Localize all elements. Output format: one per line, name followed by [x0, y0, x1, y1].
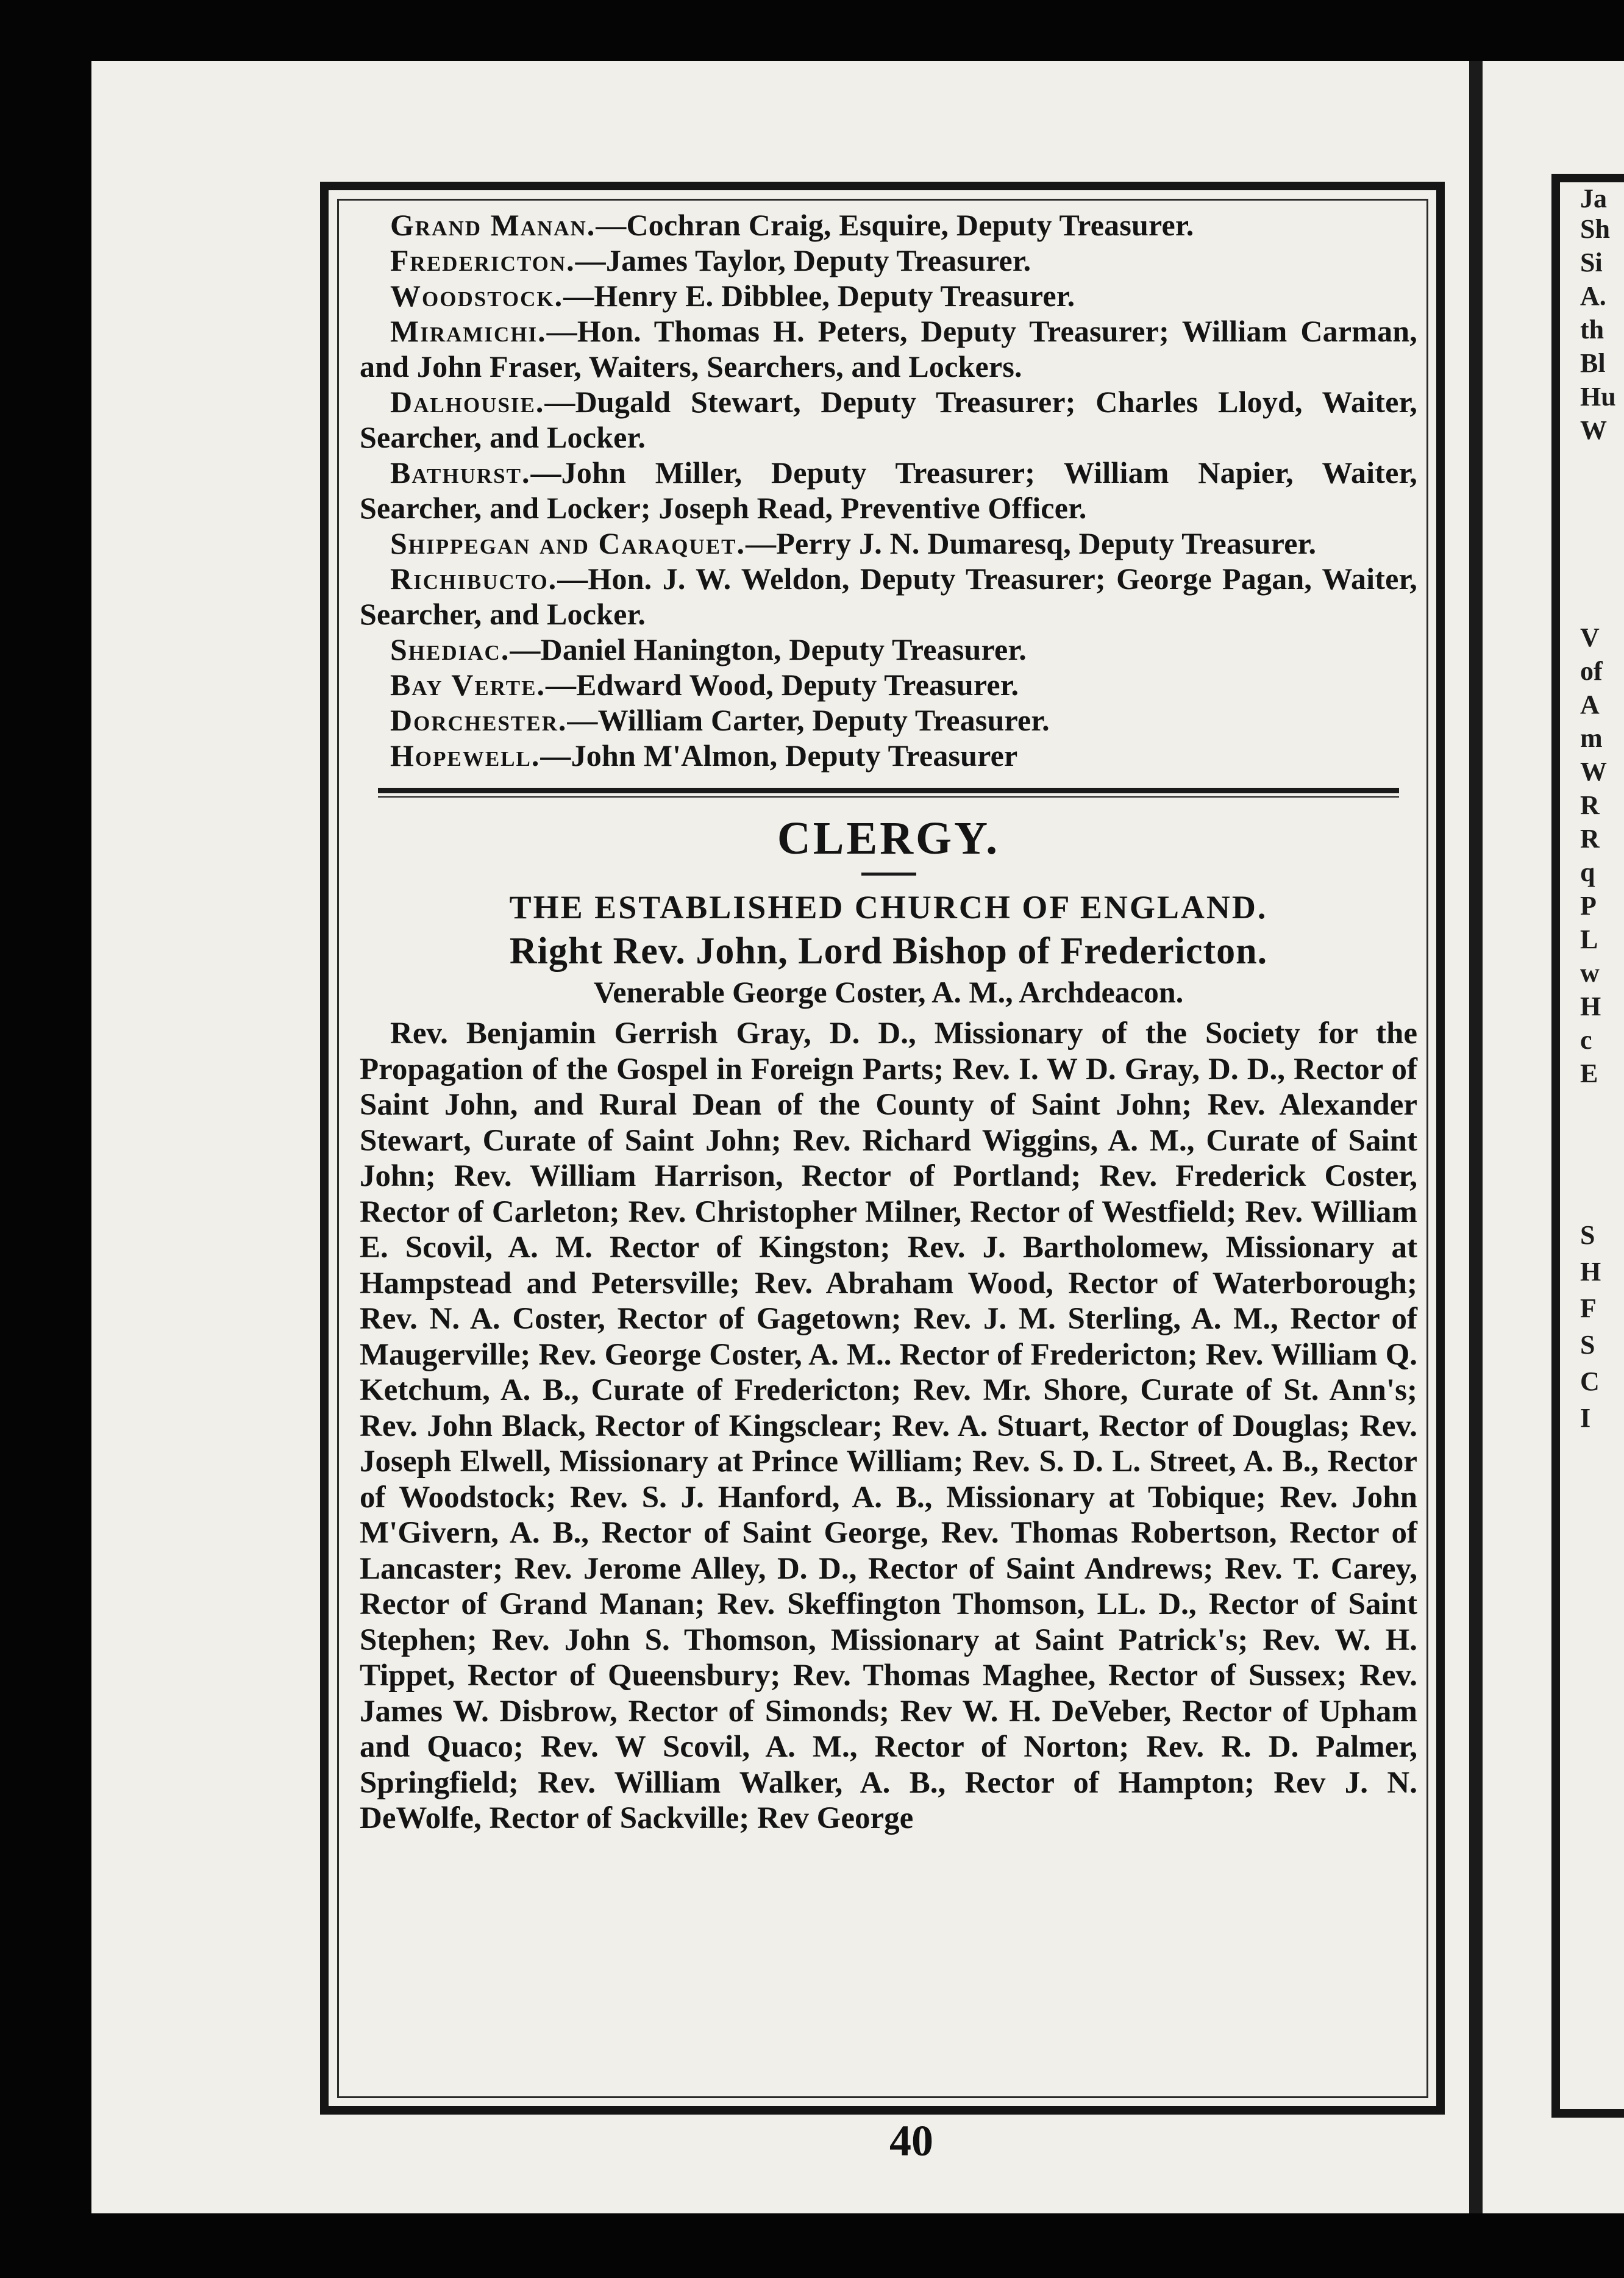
facing-page-fragment: C	[1580, 1366, 1600, 1396]
facing-page-fragment: q	[1580, 857, 1595, 887]
facing-page-fragment: Sh	[1580, 214, 1610, 244]
officer-entry	[360, 526, 1417, 561]
facing-page-fragment: Bl	[1580, 348, 1606, 378]
officer-text: —Hon. J. W. Weldon, Deputy Treasurer; George Pagan, Waiter, Searcher, and Locker.	[360, 562, 1417, 631]
officer-place: Shippegan and Caraquet.	[390, 526, 746, 560]
facing-page-fragment: Si	[1580, 248, 1603, 277]
facing-page-fragment: of	[1580, 656, 1603, 686]
officer-place: Dalhousie.	[390, 385, 545, 419]
bishop-line: Right Rev. John, Lord Bishop of Fredericton.	[509, 930, 1268, 972]
officer-entry	[360, 632, 1417, 667]
officer-entry	[360, 561, 1417, 632]
facing-page-fragment: S	[1580, 1220, 1595, 1250]
officer-entry	[360, 455, 1417, 526]
officer-place: Miramichi.	[390, 314, 547, 348]
officer-place: Fredericton.	[390, 243, 575, 277]
officer-text: —Edward Wood, Deputy Treasurer.	[545, 668, 1019, 702]
facing-page-fragment: I	[1580, 1403, 1591, 1433]
church-heading: THE ESTABLISHED CHURCH OF ENGLAND.	[509, 889, 1268, 926]
officer-entry	[360, 278, 1417, 313]
officer-text: —John M'Almon, Deputy Treasurer	[540, 738, 1018, 773]
customs-officers-list	[360, 207, 1417, 773]
officer-entry	[360, 738, 1417, 773]
officer-entry	[360, 313, 1417, 384]
officer-text: —Dugald Stewart, Deputy Treasurer; Charles Lloyd, Waiter, Searcher, and Locker.	[360, 385, 1417, 454]
officer-text: —Daniel Hanington, Deputy Treasurer.	[510, 632, 1027, 666]
facing-page-fragment: th	[1580, 315, 1604, 345]
officer-text: —Cochran Craig, Esquire, Deputy Treasurer.	[596, 208, 1194, 242]
facing-page-fragment: V	[1580, 623, 1600, 652]
officer-text: —William Carter, Deputy Treasurer.	[567, 703, 1050, 737]
facing-page-fragment: H	[1580, 1257, 1601, 1287]
facing-page-fragment: E	[1580, 1059, 1598, 1088]
officer-text: —James Taylor, Deputy Treasurer.	[575, 243, 1031, 277]
officer-place: Richibucto.	[390, 562, 558, 596]
facing-page-fragment: R	[1580, 824, 1600, 854]
facing-page-frame	[1551, 174, 1624, 2118]
facing-page-fragment: L	[1580, 924, 1598, 954]
facing-page-fragment: Ja	[1580, 184, 1607, 213]
officer-text: —Henry E. Dibblee, Deputy Treasurer.	[563, 279, 1075, 313]
facing-page-fragment: w	[1580, 958, 1600, 988]
facing-page-fragment: S	[1580, 1330, 1595, 1360]
facing-page-fragment: H	[1580, 991, 1601, 1021]
officer-text: —Perry J. N. Dumaresq, Deputy Treasurer.	[746, 526, 1317, 560]
facing-page-fragment: A	[1580, 690, 1600, 719]
page-content	[360, 207, 1417, 1837]
officer-entry	[360, 243, 1417, 278]
facing-page-fragment: c	[1580, 1025, 1592, 1055]
facing-page-fragment: W	[1580, 757, 1607, 787]
officer-text: —John Miller, Deputy Treasurer; William Napier, Waiter, Searcher, and Locker; Joseph Read, Preventive Officer.	[360, 455, 1417, 525]
officer-place: Hopewell.	[390, 738, 541, 773]
officer-place: Bathurst.	[390, 455, 531, 490]
facing-page-fragment: m	[1580, 723, 1603, 753]
section-divider	[378, 788, 1399, 793]
officer-entry	[360, 207, 1417, 243]
officer-entry	[360, 384, 1417, 455]
officer-place: Bay Verte.	[390, 668, 546, 702]
officer-entry	[360, 702, 1417, 738]
facing-page-fragment: A.	[1580, 281, 1606, 311]
heading-rule	[861, 873, 916, 876]
officer-place: Grand Manan.	[390, 208, 596, 242]
officer-entry	[360, 667, 1417, 702]
facing-page-fragment: R	[1580, 790, 1600, 820]
facing-page-fragment: W	[1580, 415, 1607, 445]
clergy-heading: CLERGY.	[777, 813, 1000, 864]
officer-text: —Hon. Thomas H. Peters, Deputy Treasurer; William Carman, and John Fraser, Waiters, Searchers, and Lockers.	[360, 314, 1417, 384]
officer-place: Woodstock.	[390, 279, 564, 313]
page-number: 40	[889, 2116, 933, 2165]
officer-place: Shediac.	[390, 632, 510, 666]
archdeacon-line: Venerable George Coster, A. M., Archdeacon.	[593, 975, 1184, 1009]
facing-page-fragment: F	[1580, 1293, 1597, 1323]
facing-page-fragment: P	[1580, 891, 1597, 921]
clergy-list-paragraph: Rev. Benjamin Gerrish Gray, D. D., Missionary of the Society for the Propagation of the Gospel in Foreign Parts; Rev. I. W D. Gray, D. D., Rector of Saint John, and Rural Dean of the County of Saint John; Rev. Alexander Stewart, Curate of Saint John; Rev. Richard Wiggins, A. M., Curate of Saint John; Rev. William Harrison, Rector of Portland; Rev. Frederick Coster, Rector of Carleton; Rev. Christopher Milner, Rector of Westfield; Rev. William E. Scovil, A. M. Rector of Kingston; Rev. J. Bartholomew, Missionary at Hampstead and Petersville; Rev. Abraham Wood, Rector of Waterborough; Rev. N. A. Coster, Rector of Gagetown; Rev. J. M. Sterling, A. M., Rector of Maugerville; Rev. George Coster, A. M.. Rector of Fredericton; Rev. William Q. Ketchum, A. B., Curate of Fredericton; Rev. Mr. Shore, Curate of St. Ann's; Rev. John Black, Rector of Kingsclear; Rev. A. Stuart, Rector of Douglas; Rev. Joseph Elwell, Missionary at Prince William; Rev. S. D. L. Street, A. B., Rector of Woodstock; Rev. S. J. Hanford, A. B., Missionary at Tobique; Rev. John M'Givern, A. B., Rector of Saint George, Rev. Thomas Robertson, Rector of Lancaster; Rev. Jerome Alley, D. D., Rector of Saint Andrews; Rev. T. Carey, Rector of Grand Manan; Rev. Skeffington Thomson, LL. D., Rector of Saint Stephen; Rev. John S. Thomson, Missionary at Saint Patrick's; Rev. W. H. Tippet, Rector of Queensbury; Rev. Thomas Maghee, Rector of Sussex; Rev. James W. Disbrow, Rector of Simonds; Rev W. H. DeVeber, Rector of Upham and Quaco; Rev. W Scovil, A. M., Rector of Norton; Rev. R. D. Palmer, Springfield; Rev. William Walker, A. B., Rector of Hampton; Rev J. N. DeWolfe, Rector of Sackville; Rev George	[360, 1016, 1417, 1835]
officer-place: Dorchester.	[390, 703, 568, 737]
facing-page-fragment: Hu	[1580, 382, 1616, 412]
